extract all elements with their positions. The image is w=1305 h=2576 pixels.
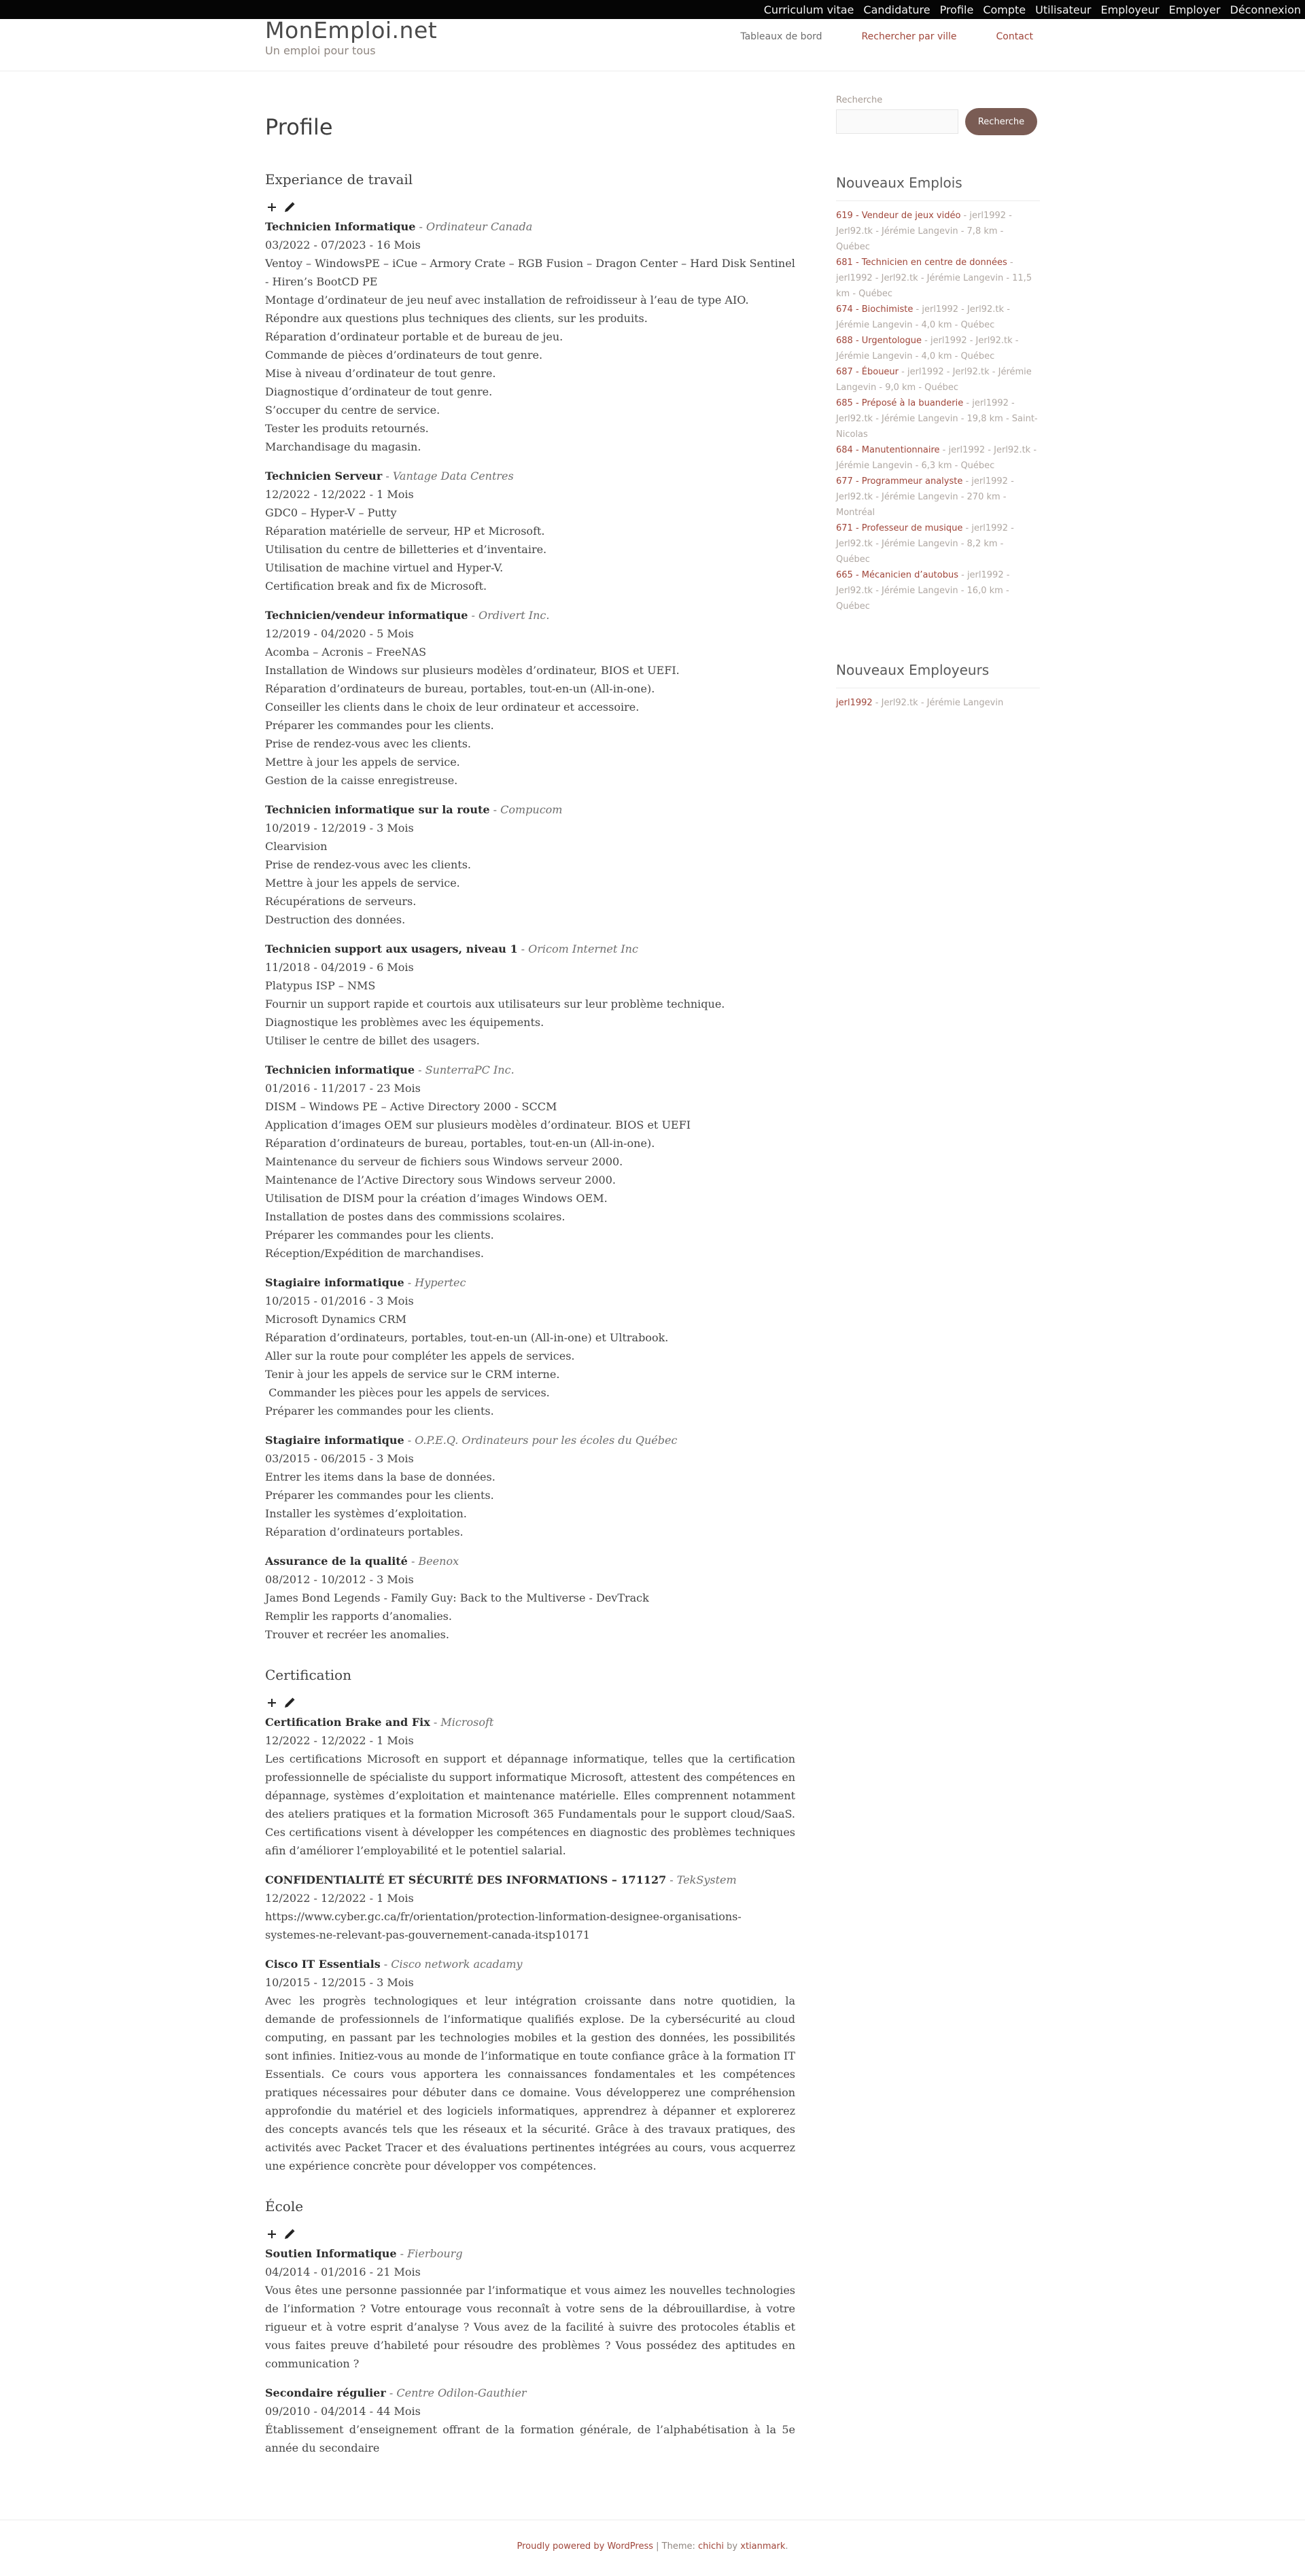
entry-line: Utiliser le centre de billet des usagers. [265,1034,480,1047]
entry-title: Stagiaire informatique [265,1434,404,1447]
entry-line: Répondre aux questions plus techniques des clients, sur les produits. [265,312,648,325]
entry-line: Récupérations de serveurs. [265,895,417,908]
entry-line: Destruction des données. [265,913,406,926]
sidebar-item-link[interactable]: 677 - Programmeur analyste [836,476,963,487]
topbar-link[interactable]: Employeur [1100,3,1160,16]
footer-by: by [724,2541,741,2552]
entry-company: Fierbourg [407,2247,463,2260]
entry-title: Technicien/vendeur informatique [265,609,468,622]
topbar-link[interactable]: Curriculum vitae [763,3,854,16]
entry-header [265,1713,795,1731]
school-tools [265,2227,795,2242]
entry-lines [265,504,795,595]
entry-line: Installation de Windows sur plusieurs modèles d’ordinateur, BIOS et UEFI. [265,664,680,677]
sidebar-list-item [836,521,1040,567]
entry-line: Commande de pièces d’ordinateurs de tout genre. [265,349,543,361]
sidebar-list-item [836,333,1040,364]
entry-lines [265,1097,795,1263]
entry-line: GDC0 – Hyper-V – Putty [265,506,397,519]
entry-line: Commander les pièces pour les appels de services. [265,1386,550,1399]
sidebar-item-link[interactable]: 671 - Professeur de musique [836,523,963,533]
entry-line: Préparer les commandes pour les clients. [265,719,494,732]
entry-description: Les certifications Microsoft en support et dépannage informatique, telles que la certification professionnelle de spécialiste du support informatique Microsoft, attestent des compétences en dépannage, systèmes d’exploitation et maintenance matérielle. Elles comprennent notamment des ateliers pratiques et la formation Microsoft 365 Fundamentals pour le support cloud/SaaS. Ces certifications visent à développer les compétences en diagnostic des problèmes techniques afin d’améliorer l’employabilité et le potentiel salarial. [265,1752,795,1857]
new-employers-list [836,695,1040,711]
entry-line: Préparer les commandes pour les clients. [265,1229,494,1241]
entry-line: Certification break and fix de Microsoft. [265,580,487,593]
entry-dates-text: 12/2022 - 12/2022 - 1 Mois [265,488,414,501]
entry-header [265,1431,795,1449]
entry-dates-text: 04/2014 - 01/2016 - 21 Mois [265,2265,421,2278]
entry-line: Utilisation de machine virtuel and Hyper-V. [265,561,504,574]
entry-dates-text: 11/2018 - 04/2019 - 6 Mois [265,961,414,974]
entry-line: Conseiller les clients dans le choix de leur ordinateur et accessoire. [265,701,640,713]
entry-header [265,1871,795,1889]
entry-line: James Bond Legends - Family Guy: Back to the Multiverse - DevTrack [265,1591,649,1604]
entry-header [265,940,795,958]
entry-title: Secondaire régulier [265,2386,386,2399]
entry-description: Vous êtes une personne passionnée par l’informatique et vous aimez les nouvelles technologies de l’information ? Votre entourage vous reconnaît à votre sens de la débrouillardise, à votre rigueur et à votre esprit d’analyse ? Vous avez de la facilité à suivre des protocoles établis et vous faites preuve d’habileté pour résoudre des problèmes ? Vous possédez des aptitudes en communication ? [265,2284,795,2370]
nav-item[interactable]: Tableaux de bord [740,31,822,42]
sidebar [836,95,1040,711]
entry-dates-text: 03/2015 - 06/2015 - 3 Mois [265,1452,414,1465]
footer-separator: | Theme: [653,2541,699,2552]
entry-item [265,1061,795,1263]
entry-header [265,467,795,485]
sidebar-item-meta: - jerl1992 - Jerl92.tk - Jérémie Langevin - 9,0 km - Québec [836,367,1032,393]
entry-line: Réparation d’ordinateurs, portables, tout-en-un (All-in-one) et Ultrabook. [265,1331,669,1344]
sidebar-list-item [836,567,1040,614]
search-form [836,108,1040,135]
sidebar-item-link[interactable]: 688 - Urgentologue [836,336,922,346]
entry-company: Compucom [500,803,563,816]
entry-header [265,606,795,624]
entry-line: Gestion de la caisse enregistreuse. [265,774,458,787]
entry-lines [265,1589,795,1644]
entry-dates-text: 12/2022 - 12/2022 - 1 Mois [265,1734,414,1747]
entry-header [265,800,795,819]
sidebar-item-link[interactable]: 665 - Mécanicien d’autobus [836,570,958,580]
site-tagline: Un emploi pour tous [265,44,376,57]
edit-experience-button[interactable] [283,200,296,214]
sidebar-list-item [836,302,1040,333]
entry-dates-text: 09/2010 - 04/2014 - 44 Mois [265,2405,421,2418]
main-nav [734,31,1033,42]
author-link[interactable]: xtianmark [740,2541,786,2552]
entry-dates [265,1973,795,1992]
entry-header [265,1552,795,1570]
entry-separator: - [404,1434,415,1447]
entry-line: Préparer les commandes pour les clients. [265,1405,494,1417]
entry-company: Ordivert Inc. [478,609,550,622]
topbar-link[interactable]: Candidature [863,3,930,16]
sidebar-list-item [836,255,1040,302]
entry-line: Utilisation de DISM pour la création d’images Windows OEM. [265,1192,608,1205]
entry-line: Montage d’ordinateur de jeu neuf avec installation de refroidisseur à l’eau de type AIO. [265,294,749,306]
entry-line: Réception/Expédition de marchandises. [265,1247,485,1260]
entry-line: Marchandisage du magasin. [265,440,421,453]
entry-item [265,1273,795,1420]
experience-list [265,217,799,1644]
new-jobs-list [836,208,1040,614]
entry-line: Ventoy – WindowsPE – iCue – Armory Crate – RGB Fusion – Dragon Center – Hard Disk Sentinel - Hiren’s BootCD PE [265,257,799,288]
entry-lines [265,254,799,456]
site-title[interactable]: MonEmploi.net [265,17,438,43]
entry-line: Installation de postes dans des commissions scolaires. [265,1210,566,1223]
add-school-button[interactable] [265,2227,279,2241]
entry-item [265,1552,795,1644]
sidebar-list-item [836,208,1040,255]
entry-line: Aller sur la route pour compléter les appels de services. [265,1349,575,1362]
entry-header [265,2384,795,2402]
entry-line: Tester les produits retournés. [265,422,429,435]
entry-separator: - [396,2247,408,2260]
entry-separator: - [415,220,426,233]
entry-company: Microsoft [440,1716,494,1729]
footer-end: . [785,2541,788,2552]
sidebar-item-meta: - jerl1992 - Jerl92.tk - Jérémie Langevin - 4,0 km - Québec [836,336,1019,361]
entry-line: Remplir les rapports d’anomalies. [265,1610,452,1623]
entry-dates [265,958,795,976]
sidebar-item-meta: - jerl1992 - Jerl92.tk - Jérémie Langevin - 11,5 km - Québec [836,258,1032,299]
entry-title: Soutien Informatique [265,2247,397,2260]
entry-dates-text: 10/2015 - 01/2016 - 3 Mois [265,1294,414,1307]
entry-item [265,800,795,929]
entry-line: Préparer les commandes pour les clients. [265,1489,494,1502]
entry-title: Assurance de la qualité [265,1555,408,1568]
entry-title: CONFIDENTIALITÉ ET SÉCURITÉ DES INFORMATIONS – 171127 [265,1873,667,1886]
sidebar-item-link[interactable]: 685 - Préposé à la buanderie [836,398,964,408]
sidebar-item-link[interactable]: 681 - Technicien en centre de données [836,258,1007,268]
certification-section [265,1667,795,2175]
entry-separator: - [415,1063,425,1076]
sidebar-item-meta: - jerl1992 - Jerl92.tk - Jérémie Langevin - 270 km - Montréal [836,476,1014,518]
entry-line: Entrer les items dans la base de données. [265,1470,495,1483]
entry-header [265,1955,795,1973]
entry-line: Diagnostique d’ordinateur de tout genre. [265,385,493,398]
site-footer [0,2541,1305,2552]
powered-by-link[interactable]: Proudly powered by WordPress [517,2541,654,2552]
page-title: Profile [265,114,333,140]
entry-item [265,606,795,790]
sidebar-item-meta: - jerl1992 - Jerl92.tk - Jérémie Langevin - 16,0 km - Québec [836,570,1010,612]
sidebar-list-item [836,395,1040,442]
entry-dates [265,1889,795,1907]
pencil-icon [283,1697,296,1709]
entry-description: https://www.cyber.gc.ca/fr/orientation/protection-linformation-designee-organisations-systemes-ne-relevant-pas-gouvernement-canada-itsp10171 [265,1910,742,1941]
entry-company: Oricom Internet Inc [528,942,638,955]
nav-item[interactable]: Contact [996,31,1033,42]
certification-list [265,1713,795,2175]
entry-dates-text: 12/2019 - 04/2020 - 5 Mois [265,627,414,640]
entry-separator: - [385,2386,397,2399]
topbar-link[interactable]: Compte [983,3,1026,16]
entry-lines [265,837,795,929]
new-employers-title: Nouveaux Employeurs [836,662,1040,688]
sidebar-list-item [836,442,1040,474]
entry-separator: - [404,1276,415,1289]
entry-lines [265,1468,795,1541]
entry-line: S’occuper du centre de service. [265,404,440,417]
entry-lines [265,643,795,790]
sidebar-item-meta: - jerl1992 - Jerl92.tk - Jérémie Langevin - 6,3 km - Québec [836,445,1037,471]
entry-line: Réparation matérielle de serveur, HP et Microsoft. [265,525,545,537]
entry-line: Mettre à jour les appels de service. [265,877,460,889]
entry-company: Centre Odilon-Gauthier [396,2386,527,2399]
entry-lines [265,976,795,1050]
sidebar-item-link[interactable]: 687 - Éboueur [836,367,899,377]
entry-company: Ordinateur Canada [425,220,533,233]
entry-dates [265,2263,795,2281]
entry-item [265,940,795,1050]
entry-description: Établissement d’enseignement offrant de la formation générale, de l’alphabétisation à la 5e année du secondaire [265,2423,795,2454]
school-section [265,2198,795,2457]
entry-title: Technicien informatique sur la route [265,803,490,816]
entry-item [265,1871,795,1944]
entry-separator: - [489,803,501,816]
sidebar-item-meta: - jerl1992 - Jerl92.tk - Jérémie Langevin - 7,8 km - Québec [836,211,1012,252]
entry-separator: - [666,1873,677,1886]
entry-line: Fournir un support rapide et courtois aux utilisateurs sur leur problème technique. [265,998,725,1010]
new-jobs-title: Nouveaux Emplois [836,175,1040,201]
sidebar-item-meta: - jerl1992 - Jerl92.tk - Jérémie Langevin - 4,0 km - Québec [836,304,1010,330]
entry-dates [265,485,795,504]
topbar-link[interactable]: Déconnexion [1230,3,1301,16]
entry-company: TekSystem [676,1873,737,1886]
entry-dates [265,819,795,837]
entry-dates [265,624,795,643]
search-button[interactable]: Recherche [965,108,1037,135]
theme-link[interactable]: chichi [698,2541,725,2552]
entry-line: Prise de rendez-vous avec les clients. [265,858,472,871]
entry-company: Hypertec [415,1276,466,1289]
search-label: Recherche [836,95,883,105]
entry-separator: - [430,1716,441,1729]
entry-line: Application d’images OEM sur plusieurs modèles d’ordinateur. BIOS et UEFI [265,1118,691,1131]
entry-item [265,1955,795,2175]
sidebar-list-item [836,695,1040,711]
entry-item [265,1713,795,1860]
entry-dates [265,1079,795,1097]
entry-dates-text: 08/2012 - 10/2012 - 3 Mois [265,1573,414,1586]
sidebar-item-link[interactable]: 674 - Biochimiste [836,304,914,315]
add-experience-button[interactable] [265,200,279,214]
entry-dates [265,1731,795,1750]
experience-tools [265,200,795,215]
entry-dates [265,1292,795,1310]
sidebar-item-link[interactable]: jerl1992 [836,698,873,708]
certification-tools [265,1695,795,1710]
sidebar-list-item [836,364,1040,395]
entry-description: Avec les progrès technologiques et leur intégration croissante dans notre quotidien, la demande de professionnels de l’informatique qualifiés explose. De la cybersécurité au cloud computing, en passant par les technologies mobiles et la gestion des données, les possibilités sont infinies. Initiez-vous au monde de l’informatique en toute confiance grâce à la formation IT Essentials. Ce cours vous apportera les connaissances fondamentales et les compétences pratiques nécessaires pour débuter dans ce domaine. Vous développerez une compréhension approfondie du matériel et des logiciels informatiques, apprendrez à dépanner et explorerez des concepts avancés tels que les réseaux et la sécurité. Grâce à des travaux pratiques, des activités avec Packet Tracer et des évaluations pertinentes intégrées au cours, vous acquerrez une expérience concrète pour développer vos compétences. [265,1994,795,2172]
entry-line: Trouver et recréer les anomalies. [265,1628,449,1641]
sidebar-item-link[interactable]: 619 - Vendeur de jeux vidéo [836,211,961,221]
sidebar-item-link[interactable]: 684 - Manutentionnaire [836,445,940,455]
topbar-link[interactable]: Profile [939,3,974,16]
entry-company: SunterraPC Inc. [425,1063,515,1076]
entry-item [265,217,799,456]
entry-item [265,2384,795,2457]
plus-icon [266,2229,277,2240]
entry-separator: - [380,1958,392,1971]
main-content [265,109,799,2480]
search-input[interactable] [836,109,958,134]
entry-title: Technicien informatique [265,1063,415,1076]
edit-school-button[interactable] [283,2227,296,2241]
sidebar-item-meta: - jerl1992 - Jerl92.tk - Jérémie Langevin - 19,8 km - Saint-Nicolas [836,398,1038,440]
entry-separator: - [468,609,478,622]
entry-company: Vantage Data Centres [392,470,514,482]
entry-dates [265,2402,795,2420]
entry-line: Réparation d’ordinateur portable et de bureau de jeu. [265,330,563,343]
add-certification-button[interactable] [265,1696,279,1710]
sidebar-item-meta: - jerl1992 - Jerl92.tk - Jérémie Langevin - 8,2 km - Québec [836,523,1014,565]
entry-header [265,1061,795,1079]
topbar-link[interactable]: Utilisateur [1035,3,1092,16]
entry-header [265,2244,795,2263]
entry-dates-text: 03/2022 - 07/2023 - 16 Mois [265,239,421,251]
nav-item[interactable]: Rechercher par ville [861,31,957,42]
entry-header [265,217,795,236]
entry-dates-text: 01/2016 - 11/2017 - 23 Mois [265,1082,421,1095]
entry-dates-text: 12/2022 - 12/2022 - 1 Mois [265,1892,414,1905]
entry-separator: - [407,1555,419,1568]
entry-line: Tenir à jour les appels de service sur le CRM interne. [265,1368,560,1381]
school-section-title: École [265,2198,304,2215]
school-list [265,2244,795,2457]
entry-line: Acomba – Acronis – FreeNAS [265,646,427,658]
entry-separator: - [382,470,393,482]
sidebar-item-meta: - Jerl92.tk - Jérémie Langevin [872,698,1004,708]
entry-dates [265,1449,795,1468]
entry-dates [265,1570,795,1589]
entry-lines [265,1310,795,1420]
entry-line: Installer les systèmes d’exploitation. [265,1507,467,1520]
entry-line: Utilisation du centre de billetteries et d’inventaire. [265,543,547,556]
entry-line: Maintenance de l’Active Directory sous Windows serveur 2000. [265,1174,616,1186]
entry-item [265,467,795,595]
entry-dates-text: 10/2019 - 12/2019 - 3 Mois [265,822,414,834]
entry-line: Maintenance du serveur de fichiers sous Windows serveur 2000. [265,1155,623,1168]
entry-item [265,2244,795,2373]
entry-title: Cisco IT Essentials [265,1958,381,1971]
entry-line: Réparation d’ordinateurs portables. [265,1525,464,1538]
certification-section-title: Certification [265,1667,351,1683]
entry-title: Technicien support aux usagers, niveau 1 [265,942,518,955]
entry-separator: - [517,942,529,955]
entry-line: Platypus ISP – NMS [265,979,376,992]
entry-line: Mettre à jour les appels de service. [265,756,460,769]
entry-dates-text: 10/2015 - 12/2015 - 3 Mois [265,1976,414,1989]
topbar-links [764,0,1301,19]
experience-section-title: Experiance de travail [265,171,413,188]
entry-company: Beenox [418,1555,459,1568]
sidebar-list-item [836,474,1040,521]
entry-line: Prise de rendez-vous avec les clients. [265,737,472,750]
entry-line: Clearvision [265,840,328,853]
entry-company: Cisco network acadamy [391,1958,523,1971]
entry-dates [265,236,795,254]
entry-title: Technicien Informatique [265,220,416,233]
entry-line: Réparation d’ordinateurs de bureau, portables, tout-en-un (All-in-one). [265,1137,655,1150]
entry-company: O.P.E.Q. Ordinateurs pour les écoles du Québec [415,1434,678,1447]
entry-item [265,1431,795,1541]
entry-line: DISM – Windows PE – Active Directory 2000 - SCCM [265,1100,557,1113]
entry-title: Certification Brake and Fix [265,1716,430,1729]
entry-line: Diagnostique les problèmes avec les équipements. [265,1016,544,1029]
entry-header [265,1273,795,1292]
entry-line: Mise à niveau d’ordinateur de tout genre. [265,367,496,380]
pencil-icon [283,201,296,213]
plus-icon [266,202,277,213]
pencil-icon [283,2228,296,2240]
entry-line: Microsoft Dynamics CRM [265,1313,406,1326]
plus-icon [266,1697,277,1708]
edit-certification-button[interactable] [283,1696,296,1710]
entry-title: Technicien Serveur [265,470,383,482]
entry-line: Réparation d’ordinateurs de bureau, portables, tout-en-un (All-in-one). [265,682,655,695]
experience-section [265,171,799,1644]
top-admin-bar [0,0,1305,19]
entry-title: Stagiaire informatique [265,1276,404,1289]
topbar-link[interactable]: Employer [1168,3,1221,16]
